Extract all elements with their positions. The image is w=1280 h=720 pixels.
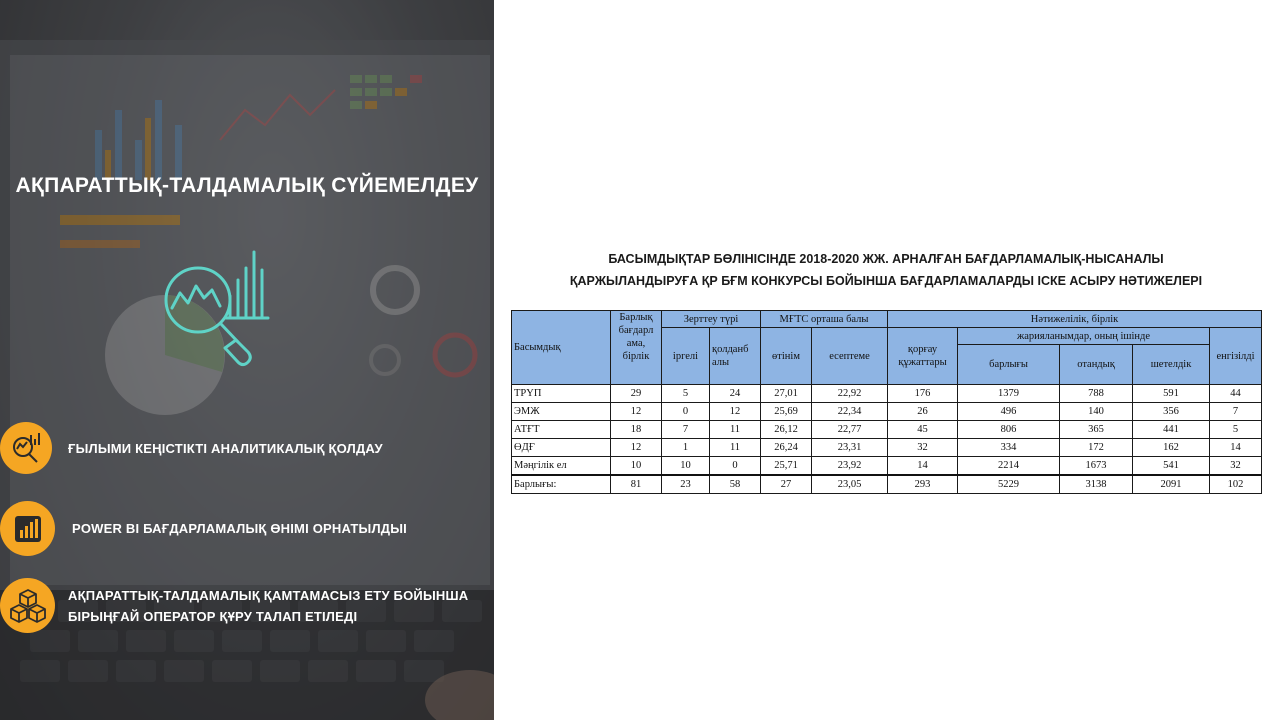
cell-applied: 58 [710,475,761,494]
cell-application: 25,71 [761,457,812,476]
feature-icon-circle [0,422,52,474]
cell-implemented: 5 [1210,421,1262,439]
cell-domestic: 172 [1060,439,1133,457]
table-row [512,385,1262,403]
cell-implemented: 44 [1210,385,1262,403]
header-line: ама, [626,338,646,349]
cell-protection: 293 [888,475,958,494]
cell-domestic: 140 [1060,403,1133,421]
results-table [511,310,1262,494]
header-line: қолданб [712,344,749,355]
feature-text [68,585,468,627]
table-row [512,439,1262,457]
feature-text: ҒЫЛЫМИ КЕҢІСТІКТІ АНАЛИТИКАЛЫҚ ҚОЛДАУ [68,440,383,456]
document-title [510,248,1262,292]
cubes-icon [9,587,47,625]
feature-text-line: АҚПАРАТТЫҚ-ТАЛДАМАЛЫҚ ҚАМТАМАСЫЗ ЕТУ БОЙЫНША [68,587,469,603]
cell-total: 12 [611,439,662,457]
table-row [512,457,1262,476]
header-protection [888,328,958,385]
cell-foreign: 162 [1133,439,1210,457]
header-total-pub: барлығы [958,345,1060,385]
cell-fundamental: 7 [662,421,710,439]
cell-priority: Барлығы: [512,475,611,494]
cell-fundamental: 1 [662,439,710,457]
header-application: өтінім [761,328,812,385]
cell-foreign: 2091 [1133,475,1210,494]
cell-report: 23,31 [812,439,888,457]
cell-report: 22,77 [812,421,888,439]
cell-foreign: 541 [1133,457,1210,476]
cell-total: 12 [611,403,662,421]
cell-applied: 0 [710,457,761,476]
feature-text: POWER BI БАҒДАРЛАМАЛЫҚ ӨНІМІ ОРНАТЫЛДЫІ [72,521,407,536]
cell-applied: 24 [710,385,761,403]
analytics-magnifier-icon [158,248,273,373]
cell-protection: 14 [888,457,958,476]
document-title-line: ҚАРЖЫЛАНДЫРУҒА ҚР БҒМ КОНКУРСЫ БОЙЫНША БАҒДАРЛАМАЛАРДЫ ІСКЕ АСЫРУ НӘТИЖЕЛЕРІ [569,274,1203,288]
cell-foreign: 591 [1133,385,1210,403]
cell-publications: 496 [958,403,1060,421]
cell-applied: 11 [710,421,761,439]
header-implemented: енгізілді [1210,328,1262,385]
cell-publications: 1379 [958,385,1060,403]
header-programs [611,311,662,385]
header-line: бағдарл [618,325,654,336]
header-line: бірлік [622,351,650,362]
cell-protection: 176 [888,385,958,403]
cell-domestic: 788 [1060,385,1133,403]
cell-applied: 12 [710,403,761,421]
cell-protection: 32 [888,439,958,457]
cell-report: 22,34 [812,403,888,421]
feature-single-operator [0,578,468,633]
cell-report: 23,92 [812,457,888,476]
header-report: есептеме [812,328,888,385]
cell-priority: Мәңгілік ел [512,457,611,476]
cell-fundamental: 0 [662,403,710,421]
panel-title: АҚПАРАТТЫҚ-ТАЛДАМАЛЫҚ СҮЙЕМЕЛДЕУ [15,174,479,197]
cell-application: 25,69 [761,403,812,421]
document-title-line: БАСЫМДЫҚТАР БӨЛІНІСІНДЕ 2018-2020 ЖЖ. АРНАЛҒАН БАҒДАРЛАМАЛЫҚ-НЫСАНАЛЫ [608,252,1164,266]
header-line: құжаттары [898,357,947,368]
cell-total: 10 [611,457,662,476]
cell-application: 27,01 [761,385,812,403]
feature-analytics-support [0,422,383,474]
cell-implemented: 7 [1210,403,1262,421]
cell-publications: 2214 [958,457,1060,476]
cell-foreign: 356 [1133,403,1210,421]
cell-publications: 5229 [958,475,1060,494]
left-panel [0,0,494,720]
cell-priority: АТҒТ [512,421,611,439]
feature-text-line: БІРЫҢҒАЙ ОПЕРАТОР ҚҰРУ ТАЛАП ЕТІЛЕДІ [68,608,358,624]
header-publications: жарияланымдар, оның ішінде [958,328,1210,345]
cell-total: 81 [611,475,662,494]
cell-implemented: 32 [1210,457,1262,476]
cell-fundamental: 23 [662,475,710,494]
header-domestic: отандық [1060,345,1133,385]
power-bi-icon [11,512,45,546]
cell-domestic: 365 [1060,421,1133,439]
feature-power-bi [0,501,407,556]
cell-implemented: 102 [1210,475,1262,494]
header-applied [710,328,761,385]
table-total-row [512,475,1262,494]
cell-fundamental: 5 [662,385,710,403]
header-line: қорғау [907,344,938,355]
header-foreign: шетелдік [1133,345,1210,385]
cell-report: 22,92 [812,385,888,403]
cell-application: 26,12 [761,421,812,439]
header-priority: Басымдық [512,311,611,385]
cell-priority: ТРҮП [512,385,611,403]
cell-applied: 11 [710,439,761,457]
header-results: Нәтижелілік, бірлік [888,311,1262,328]
cell-implemented: 14 [1210,439,1262,457]
table-row [512,403,1262,421]
header-line: алы [712,357,730,368]
cell-protection: 26 [888,403,958,421]
feature-icon-circle [0,578,55,633]
header-line: Барлық [619,312,653,323]
cell-report: 23,05 [812,475,888,494]
cell-total: 18 [611,421,662,439]
cell-protection: 45 [888,421,958,439]
cell-total: 29 [611,385,662,403]
cell-foreign: 441 [1133,421,1210,439]
cell-domestic: 1673 [1060,457,1133,476]
cell-fundamental: 10 [662,457,710,476]
cell-domestic: 3138 [1060,475,1133,494]
cell-publications: 334 [958,439,1060,457]
header-research-type: Зерттеу түрі [662,311,761,328]
table-row [512,421,1262,439]
header-score: МҒТС орташа балы [761,311,888,328]
cell-priority: ӨДҒ [512,439,611,457]
header-fundamental: іргелі [662,328,710,385]
cell-application: 27 [761,475,812,494]
feature-icon-circle [0,501,55,556]
analytics-search-icon [9,431,43,465]
cell-publications: 806 [958,421,1060,439]
cell-application: 26,24 [761,439,812,457]
cell-priority: ЭМЖ [512,403,611,421]
